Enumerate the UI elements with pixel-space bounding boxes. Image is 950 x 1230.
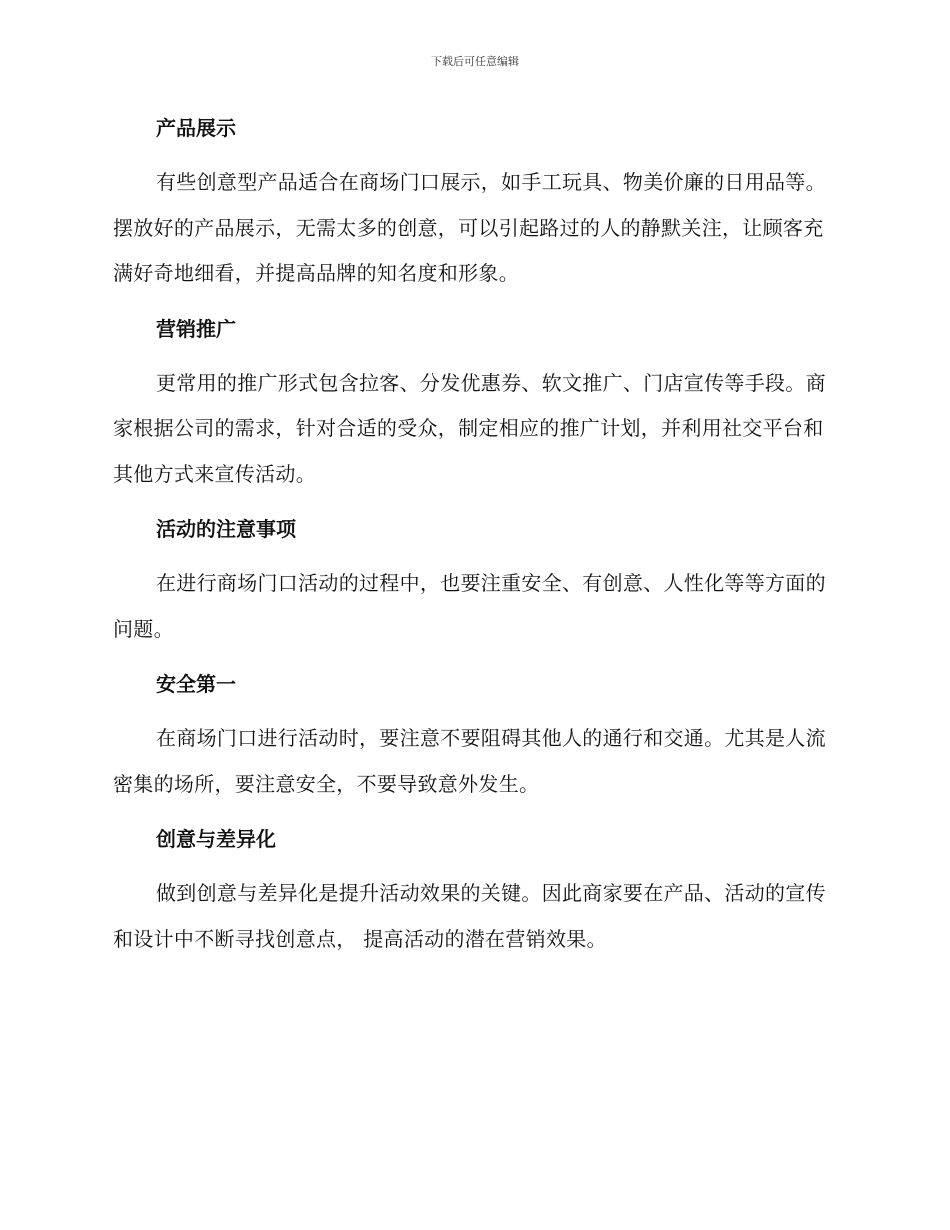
section-paragraph: 在商场门口进行活动时，要注意不要阻碍其他人的通行和交通。尤其是人流密集的场所，要注意安全，不要导致意外发生。: [113, 726, 826, 796]
section-paragraph: 在进行商场门口活动的过程中，也要注重安全、有创意、人性化等等方面的问题。: [113, 571, 826, 641]
page-header: 下载后可任意编辑: [431, 55, 519, 68]
section-heading: 产品展示: [156, 116, 236, 140]
section-activity-notes: [113, 514, 833, 652]
section-safety-first: [113, 669, 833, 807]
section-heading: 营销推广: [156, 316, 236, 341]
section-creativity-differentiation: [113, 824, 833, 962]
section-heading: 活动的注意事项: [156, 517, 296, 541]
section-paragraph: 更常用的推广形式包含拉客、分发优惠券、软文推广、门店宣传等手段。商家根据公司的需求，针对合适的受众，制定相应的推广计划，并利用社交平台和其他方式来宣传活动。: [113, 370, 826, 486]
section-paragraph: 做到创意与差异化是提升活动效果的关键。因此商家要在产品、活动的宣传和设计中不断寻找创意点， 提高活动的潜在营销效果。: [113, 881, 826, 951]
section-heading: 安全第一: [156, 672, 236, 696]
section-product-display: [113, 113, 833, 297]
section-heading: 创意与差异化: [156, 827, 276, 851]
section-paragraph: 有些创意型产品适合在商场门口展示，如手工玩具、物美价廉的日用品等。摆放好的产品展示，无需太多的创意，可以引起路过的人的静默关注，让顾客充满好奇地细看，并提高品牌的知名度和形象。: [113, 170, 826, 285]
document-content: [113, 113, 833, 979]
section-marketing-promotion: [113, 314, 833, 498]
